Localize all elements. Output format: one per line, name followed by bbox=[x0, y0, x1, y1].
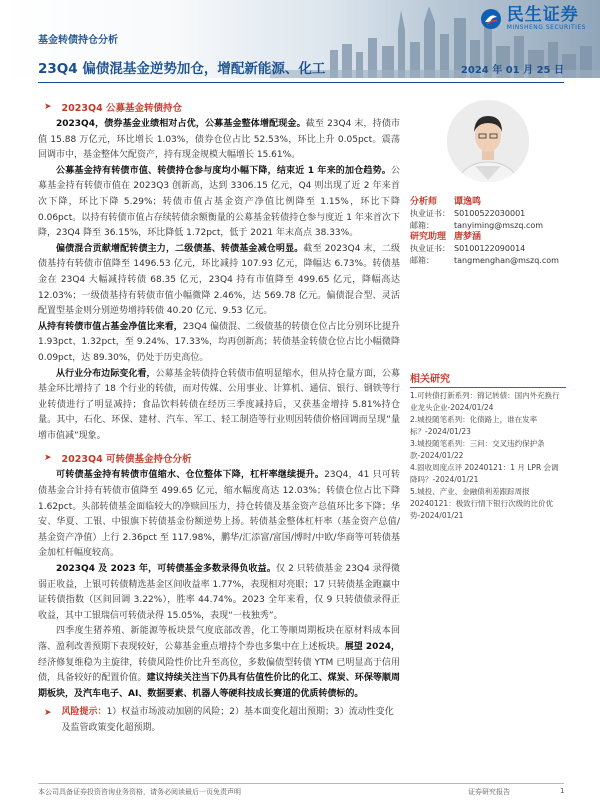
paragraph-lead: 偏债混合贡献增配转债主力，二级债基、转债基金减仓明显。 bbox=[56, 243, 304, 254]
cert-number: S0100522030001 bbox=[454, 209, 526, 218]
cert-label: 执业证书： bbox=[410, 209, 450, 218]
analyst-name: 唐梦涵 bbox=[454, 232, 482, 242]
paragraph bbox=[38, 624, 400, 702]
paragraph-lead: 从持有转债市值占基金净值比来看， bbox=[38, 321, 183, 332]
email-link[interactable]: tanyiming@mszq.com bbox=[454, 220, 544, 230]
related-research-list bbox=[410, 390, 566, 522]
logo-mark-icon bbox=[480, 8, 502, 30]
paragraph bbox=[38, 164, 400, 242]
paragraph-body: 四季度生猪养殖、新能源等板块景气度底部改善，化工等顺周期板块在原材料成本回落、盈利改善预期下表现较好，公募基金重点增持个券也多集中在上述板块。 bbox=[38, 626, 400, 652]
page-number: 1 bbox=[560, 787, 565, 795]
email-link[interactable]: tangmenghan@mszq.com bbox=[454, 255, 559, 265]
paragraph-body: 截至 2023Q4 末，二级债基持有转债市值降至 1496.53 亿元，环比减持 107.93 亿元，降幅达 6.73%。转债基金在 23Q4 大幅减持转债 68.35 亿元，23Q4 持有市值降至 499.65 亿元，降幅高达 12.03%；一级债基持有转债市值小幅微降 2.46%，达 569.78 亿元。偏债混合型、灵活配置型基金则分别逆势增持转债 40.20 亿元、9.53 亿元。 bbox=[38, 243, 400, 317]
paragraph-body: 截至 23Q4 末，持债市值 15.88 万亿元，环比增长 1.03%，债券仓位占比 52.53%，环比上升 0.05pct。震荡回调市中，基金整体欠配资产，持有现金规模大幅增长 15.61%。 bbox=[38, 119, 400, 161]
mail-label: 邮箱： bbox=[410, 220, 434, 230]
analyst-mail-row bbox=[410, 255, 566, 267]
logo-chinese-name: 民生证券 bbox=[506, 5, 579, 25]
cert-number: S0100122090014 bbox=[454, 244, 526, 253]
section-heading-cb-funds bbox=[38, 451, 400, 465]
analyst-row bbox=[410, 231, 566, 243]
related-research-link[interactable]: 4.固收周度点评 20240121：1 月 LPR 会调降吗？-2024/01/21 bbox=[410, 463, 559, 484]
analyst-mail-row bbox=[410, 220, 566, 232]
analyst-cert-row bbox=[410, 243, 566, 255]
paragraph-lead: 2023Q4，债券基金业绩相对占优，公募基金整体增配现金。 bbox=[56, 119, 306, 129]
footer-divider bbox=[38, 783, 564, 784]
paragraph-body: 公募基金转债持仓转债市值明显缩水，但从持仓量方面，公募基金环比增持了 18 个行业的转债，而对传媒、公用事业、计算机、通信、银行、钢铁等行业转债进行了明显减持；食品饮料转债在经历三季度减持后，又获基金增持 5.81%持仓量。其中，石化、环保、建材、汽车、军工、轻工制造等行业则因转债价格回调而呈现“量增市值减”现象。 bbox=[38, 368, 400, 441]
section-title: 2023Q4 公募基金转债持仓 bbox=[61, 103, 182, 114]
related-research-link[interactable]: 5.城投、产业、金融债利差跟踪周报 20240121：极致行情下银行次级的比价优势-2024/01/21 bbox=[410, 487, 554, 520]
paragraph-body: 仅 2 只转债基金 23Q4 录得微弱正收益，上银可转债精选基金区间收益率 1.77%，表现相对亮眼；17 只转债基金跑赢中证转债指数（区间回调 3.22%），胜率 44.74%。2023 全年来看，仅 9 只转债债录得正收益，其中工银瑞信可转债录得 15.05%，表现“一枝独秀”。 bbox=[38, 564, 400, 621]
footer-disclaimer: 本公司具备证券投资咨询业务资格，请务必阅读最后一页免责声明 bbox=[38, 788, 241, 796]
related-research-heading: 相关研究 bbox=[410, 370, 566, 388]
analyst-role: 研究助理 bbox=[410, 232, 447, 242]
related-research-link[interactable]: 1.可转债打新系列：锦记转债：国内外充换行业龙头企业-2024/01/24 bbox=[410, 391, 560, 412]
paragraph-lead: 可转债基金持有转债市值缩水、仓位整体下降，杠杆率继续提升。 bbox=[56, 470, 325, 481]
report-type-label: 基金转债持仓分析 bbox=[38, 35, 118, 46]
report-date: 2024 年 01 月 25 日 bbox=[460, 65, 564, 76]
paragraph-lead: 公募基金持有转债市值、转债持仓参与度均小幅下降，结束近 1 年来的加仓趋势。 bbox=[56, 165, 391, 176]
logo-english-name: MINSHENG SECURITIES bbox=[506, 24, 586, 31]
cert-label: 执业证书： bbox=[410, 244, 450, 253]
section-title: 2023Q4 可转债基金持仓分析 bbox=[61, 454, 192, 466]
paragraph-lead: 从行业分布边际变化看， bbox=[56, 368, 156, 379]
paragraph bbox=[38, 320, 400, 367]
report-title: 23Q4 偏债混基金逆势加仓，增配新能源、化工 bbox=[38, 61, 326, 77]
analyst-photo bbox=[447, 100, 529, 182]
section-arrow-icon: ➤ bbox=[44, 708, 52, 719]
risk-label: 风险提示： bbox=[61, 707, 107, 718]
related-research-link[interactable]: 3.城投随笔系列：三问：交叉违约保护条款-2024/01/22 bbox=[410, 439, 545, 460]
analyst-info bbox=[410, 196, 566, 266]
paragraph bbox=[38, 367, 400, 445]
paragraph-body: 23Q4，41 只可转债基金合计持有转债市值降至 499.65 亿元，缩水幅度高达 12.03%；转债仓位占比下降 1.62pct。头部转债基金面临较大的净赎回压力，持仓转债及基金资产总值环比多下降；华安、华夏、工银、中银旗下转债基金份额逆势上扬。转债基金整体杠杆率（基金资产总值/基金资产净值）上行 2.36pct 至 117.98%，鹏华/汇添富/富国/博时/中欧/华商等可转债基金加杠杆幅度较高。 bbox=[38, 470, 400, 559]
paragraph bbox=[38, 242, 400, 320]
header-banner bbox=[0, 0, 600, 78]
paragraph bbox=[38, 562, 400, 624]
header-divider bbox=[38, 82, 564, 83]
main-content bbox=[38, 100, 400, 737]
minsheng-securities-logo bbox=[480, 6, 586, 31]
paragraph-body: 23Q4 偏债混、二级债基的转债仓位占比分别环比提升 1.93pct、1.32pct，至 9.24%、17.33%，均再创新高；转债基金转债仓位占比小幅微降 0.09pct，达 89.30%，仍处于历史高位。 bbox=[38, 321, 400, 363]
person-avatar-icon bbox=[447, 100, 529, 182]
paragraph-body: 经济修复维稳为主旋律，转债风险性价比升至高位，多数偏债型转债 YTM 已明显高于信用债，具备较好的配置价值。 bbox=[38, 657, 400, 684]
section-arrow-icon: ➤ bbox=[44, 102, 52, 112]
analyst-cert-row bbox=[410, 208, 566, 220]
paragraph-lead: 建议持续关注当下仍具有估值性价比的化工、煤炭、环保等顺周期板块，及汽车电子、AI、数据要素、机器人等硬科技成长赛道的优质转债标的。 bbox=[38, 673, 400, 699]
paragraph bbox=[38, 117, 400, 164]
footer-doc-type: 证券研究报告 bbox=[468, 788, 510, 796]
risk-warning bbox=[38, 705, 400, 736]
related-research-link[interactable]: 2.城投随笔系列：化债路上，谁在发率标？-2024/01/23 bbox=[410, 415, 538, 436]
paragraph-lead: 2023Q4 及 2023 年，可转债基金多数录得负收益。 bbox=[56, 564, 276, 575]
paragraph-body: 公募基金持有转债市值在 2023Q3 创新高，达到 3306.15 亿元，Q4 则出现了近 2 年来首次下降，环比下降 5.29%；转债市值占基金资产净值比例降至 1.15%，环比下降 0.06pct。以持有转债市值占存续转债余额衡量的公募基金转债持仓参与度近 1 年来首次下降，23Q4 降至 36.15%，环比降低 1.72pct，低于 2021 年末高点 38.33%。 bbox=[38, 165, 400, 239]
mail-label: 邮箱： bbox=[410, 255, 434, 265]
analyst-role: 分析师 bbox=[410, 197, 438, 207]
risk-text: 1）权益市场波动加剧的风险；2）基本面变化超出预期；3）流动性变化及监管政策变化超预期。 bbox=[61, 707, 394, 733]
section-arrow-icon: ➤ bbox=[44, 453, 52, 464]
analyst-row bbox=[410, 196, 566, 208]
paragraph bbox=[38, 468, 400, 562]
section-heading-q4-holdings bbox=[38, 100, 400, 114]
analyst-name: 谭逸鸣 bbox=[454, 197, 482, 207]
paragraph-lead: 展望 2024， bbox=[344, 642, 400, 652]
